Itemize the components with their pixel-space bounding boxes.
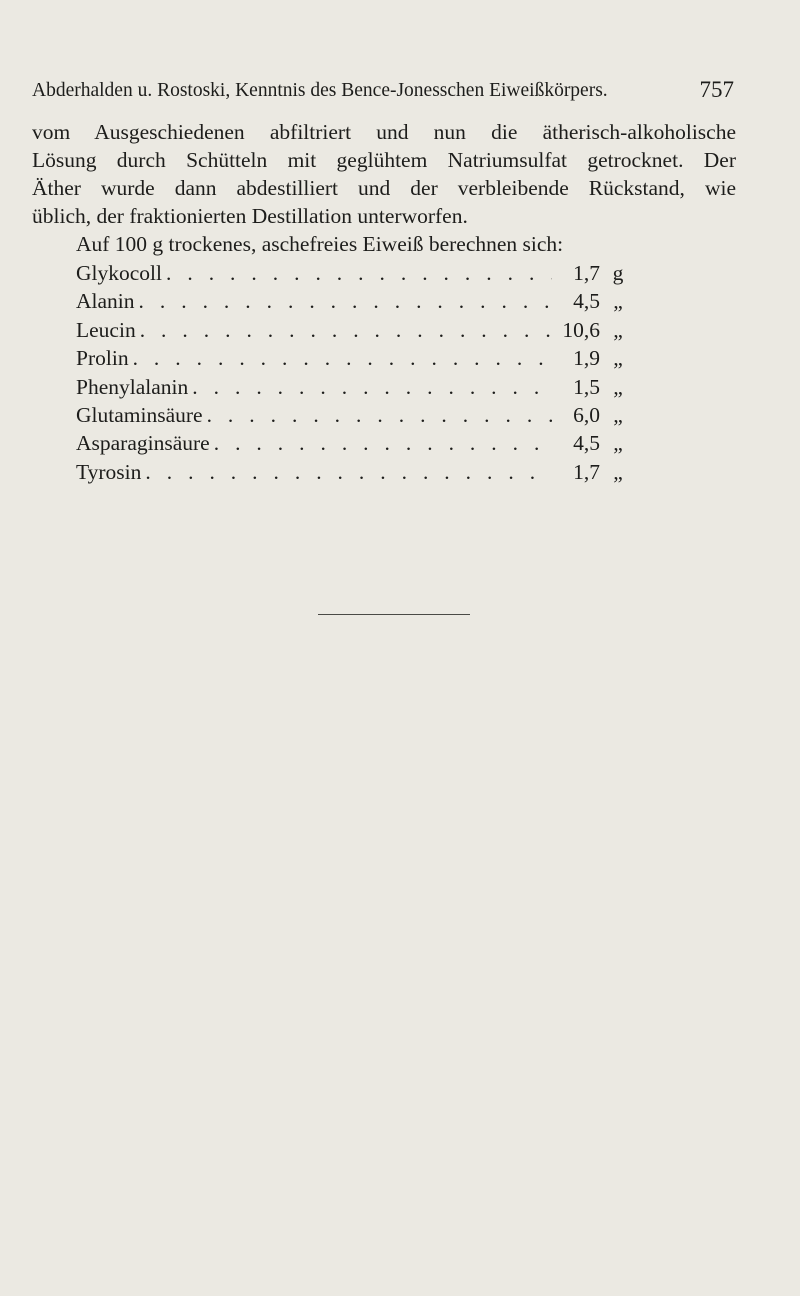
amino-acid-name: Tyrosin <box>76 459 142 484</box>
amino-acid-unit: g <box>612 261 624 285</box>
amino-acid-name: Glutaminsäure <box>76 402 203 427</box>
table-row <box>76 429 636 457</box>
amino-acid-unit: „ <box>613 402 623 427</box>
dot-leader <box>141 458 552 486</box>
amino-acid-value: 1,9 <box>573 346 600 371</box>
dot-leader <box>203 401 552 429</box>
table-row <box>76 344 636 372</box>
amino-acid-value: 1,7 <box>573 459 600 484</box>
text-line: üblich, der fraktionierten Destillation unterworfen. <box>32 204 468 228</box>
amino-acid-unit: „ <box>613 459 623 484</box>
amino-acid-value: 10,6 <box>562 317 600 342</box>
amino-acid-value: 1,7 <box>573 261 600 285</box>
page-number: 757 <box>699 77 734 102</box>
amino-acid-unit: „ <box>613 317 623 342</box>
running-head <box>32 77 736 106</box>
text-line: Lösung durch Schütteln mit geglühtem Natriumsulfat getrocknet. Der <box>32 148 736 172</box>
running-head-title: Abderhalden u. Rostoski, Kenntnis des Bence-Jonesschen Eiweißkörpers. <box>32 80 608 101</box>
dot-leader <box>188 373 552 401</box>
table-row <box>76 373 636 401</box>
amino-acid-value: 4,5 <box>573 289 600 314</box>
amino-acid-unit: „ <box>613 346 623 371</box>
amino-acid-value: 1,5 <box>573 374 600 399</box>
table-row <box>76 259 636 287</box>
table-row <box>76 316 636 344</box>
body-paragraph <box>32 118 736 258</box>
amino-acid-name: Alanin <box>76 289 135 314</box>
amino-acid-name: Asparaginsäure <box>76 431 210 456</box>
amino-acid-value: 6,0 <box>573 402 600 427</box>
dot-leader <box>210 429 552 457</box>
dot-leader <box>162 259 552 287</box>
table-row <box>76 287 636 315</box>
amino-acid-name: Prolin <box>76 346 129 371</box>
text-line: vom Ausgeschiedenen abfiltriert und nun die ätherisch-alkoholische <box>32 120 736 144</box>
amino-acid-name: Leucin <box>76 317 136 342</box>
table-row <box>76 401 636 429</box>
amino-acid-table <box>76 259 636 486</box>
amino-acid-unit: „ <box>613 374 623 399</box>
amino-acid-unit: „ <box>613 431 623 456</box>
amino-acid-name: Phenylalanin <box>76 374 189 399</box>
amino-acid-value: 4,5 <box>573 431 600 456</box>
dot-leader <box>129 344 552 372</box>
amino-acid-name: Glykocoll <box>76 261 162 285</box>
dot-leader <box>135 287 552 315</box>
section-divider-rule <box>318 614 470 615</box>
table-row <box>76 458 636 486</box>
table-intro: Auf 100 g trockenes, aschefreies Eiweiß berechnen sich: <box>76 232 564 256</box>
text-line: Äther wurde dann abdestilliert und der verbleibende Rückstand, wie <box>32 176 736 200</box>
amino-acid-unit: „ <box>613 289 623 314</box>
dot-leader <box>136 316 552 344</box>
